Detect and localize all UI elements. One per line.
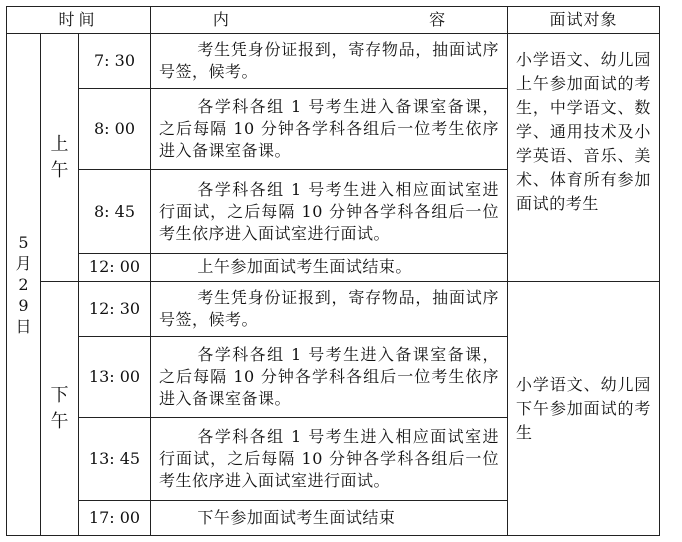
header-content <box>151 7 508 34</box>
time-cell: 8: 00 <box>79 89 151 170</box>
header-time: 时间 <box>7 7 151 34</box>
content-cell: 考生凭身份证报到，寄存物品，抽面试序号签，候考。 <box>151 34 508 89</box>
content-cell: 各学科各组 1 号考生进入备课室备课，之后每隔 10 分钟各学科各组后一位考生依序进入备课室备课。 <box>151 89 508 170</box>
period-afternoon <box>41 282 79 536</box>
target-afternoon: 小学语文、幼儿园下午参加面试的考生 <box>508 282 660 536</box>
time-cell: 8: 45 <box>79 170 151 253</box>
date-cell <box>7 34 41 536</box>
period-morning <box>41 34 79 282</box>
table-row <box>7 282 660 337</box>
content-cell: 各学科各组 1 号考生进入备课室备课，之后每隔 10 分钟各学科各组后一位考生依序进入备课室备课。 <box>151 336 508 417</box>
content-cell: 上午参加面试考生面试结束。 <box>151 253 508 281</box>
target-morning: 小学语文、幼儿园上午参加面试的考生，中学语文、数学、通用技术及小学英语、音乐、美术、体育所有参加面试的考生 <box>508 34 660 282</box>
content-cell: 下午参加面试考生面试结束 <box>151 501 508 536</box>
time-cell: 17: 00 <box>79 501 151 536</box>
time-cell: 13: 00 <box>79 336 151 417</box>
time-cell: 7: 30 <box>79 34 151 89</box>
period-afternoon-label: 下午 <box>50 384 69 432</box>
header-content-char-1: 内 <box>212 10 229 30</box>
header-content-char-2: 容 <box>429 10 446 30</box>
header-target: 面试对象 <box>508 7 660 34</box>
table-row <box>7 34 660 89</box>
time-cell: 12: 00 <box>79 253 151 281</box>
date-label: 5月29日 <box>15 232 32 336</box>
content-cell: 考生凭身份证报到，寄存物品，抽面试序号签，候考。 <box>151 282 508 337</box>
content-cell: 各学科各组 1 号考生进入相应面试室进行面试，之后每隔 10 分钟各学科各组后一位考生依序进入面试室进行面试。 <box>151 418 508 501</box>
interview-schedule-table <box>6 6 660 536</box>
header-row <box>7 7 660 34</box>
period-morning-label: 上午 <box>50 133 69 181</box>
content-cell: 各学科各组 1 号考生进入相应面试室进行面试，之后每隔 10 分钟各学科各组后一位考生依序进入面试室进行面试。 <box>151 170 508 253</box>
time-cell: 13: 45 <box>79 418 151 501</box>
time-cell: 12: 30 <box>79 282 151 337</box>
